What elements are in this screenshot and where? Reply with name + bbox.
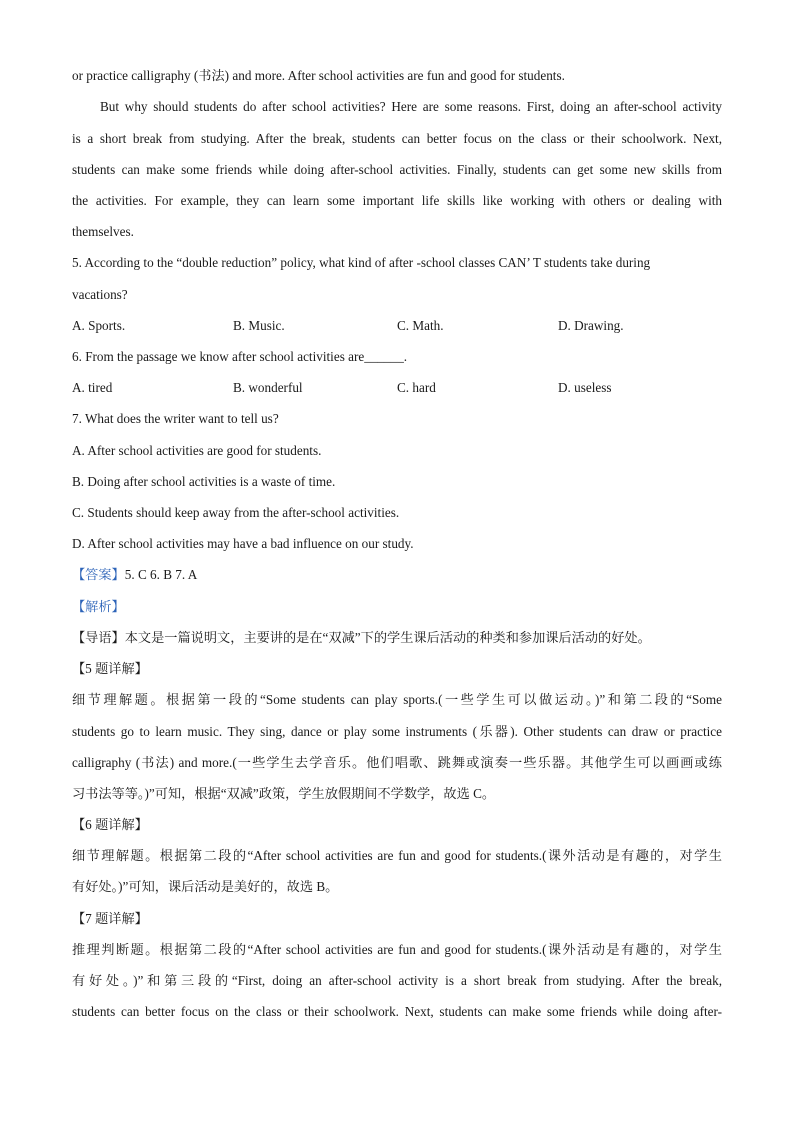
- option-d: D. useless: [558, 380, 612, 395]
- q5-detail-line: calligraphy (书法) and more.(一些学生去学音乐。他们唱歌、跳舞或演奏一些乐器。其他学生可以画画或练: [72, 755, 722, 770]
- question-5-stem: 5. According to the “double reduction” policy, what kind of after -school classes CAN’ T students take during: [72, 255, 651, 270]
- question-7-stem: 7. What does the writer want to tell us?: [72, 411, 279, 426]
- guide-label: 【导语】: [72, 630, 125, 645]
- option-d: D. After school activities may have a bad influence on our study.: [72, 536, 414, 551]
- answer-label: 【答案】: [72, 567, 125, 582]
- q6-detail-line: 细节理解题。根据第二段的“After school activities are fun and good for students.(课外活动是有趣的，对学生: [72, 848, 722, 863]
- q7-detail-label: 【7 题详解】: [72, 911, 148, 926]
- option-a: A. tired: [72, 380, 113, 395]
- option-b: B. Doing after school activities is a waste of time.: [72, 474, 336, 489]
- passage-line: the activities. For example, they can learn some important life skills like working with others or dealing with: [72, 193, 722, 208]
- q5-detail-label: 【5 题详解】: [72, 661, 148, 676]
- answer-text: 5. C 6. B 7. A: [124, 567, 198, 582]
- q7-detail-line: 有好处。)”和第三段的“First, doing an after-school activity is a short break from studying. After the break,: [72, 973, 722, 988]
- question-6-stem: 6. From the passage we know after school activities are______.: [72, 349, 408, 364]
- option-c: C. Math.: [397, 318, 444, 333]
- q7-detail-line: 推理判断题。根据第二段的“After school activities are fun and good for students.(课外活动是有趣的，对学生: [72, 942, 722, 957]
- guide-line: [72, 630, 722, 646]
- passage-line: or practice calligraphy (书法) and more. After school activities are fun and good for students.: [72, 68, 565, 83]
- option-b: B. Music.: [233, 318, 285, 333]
- passage-line: But why should students do after school activities? Here are some reasons. First, doing an after-school activity: [100, 99, 722, 114]
- option-c: C. hard: [397, 380, 436, 395]
- option-a: A. After school activities are good for students.: [72, 443, 322, 458]
- analysis-label: 【解析】: [72, 599, 125, 614]
- q5-detail-line: 习书法等等。)”可知，根据“双减”政策，学生放假期间不学数学，故选 C。: [72, 786, 496, 801]
- q6-detail-label: 【6 题详解】: [72, 817, 148, 832]
- q5-detail-line: 细节理解题。根据第一段的“Some students can play sports.(一些学生可以做运动。)”和第二段的“Some: [72, 692, 722, 707]
- option-b: B. wonderful: [233, 380, 303, 395]
- passage-line: students can make some friends while doing after-school activities. Finally, students can get some new skills from: [72, 162, 722, 177]
- q5-detail-line: students go to learn music. They sing, dance or play some instruments (乐器). Other students can draw or practice: [72, 724, 722, 739]
- q7-detail-line: students can better focus on the class or their schoolwork. Next, students can make some friends while doing after-: [72, 1004, 722, 1019]
- question-5-stem: vacations?: [72, 287, 128, 302]
- guide-text: 本文是一篇说明文，主要讲的是在“双减”下的学生课后活动的种类和参加课后活动的好处。: [124, 630, 651, 645]
- option-d: D. Drawing.: [558, 318, 624, 333]
- passage-line: is a short break from studying. After the break, students can better focus on the class or their schoolwork. Next,: [72, 131, 722, 146]
- passage-line: themselves.: [72, 224, 134, 239]
- answer-line: [72, 567, 722, 583]
- option-a: A. Sports.: [72, 318, 126, 333]
- q6-detail-line: 有好处。)”可知，课后活动是美好的，故选 B。: [72, 879, 339, 894]
- option-c: C. Students should keep away from the after-school activities.: [72, 505, 400, 520]
